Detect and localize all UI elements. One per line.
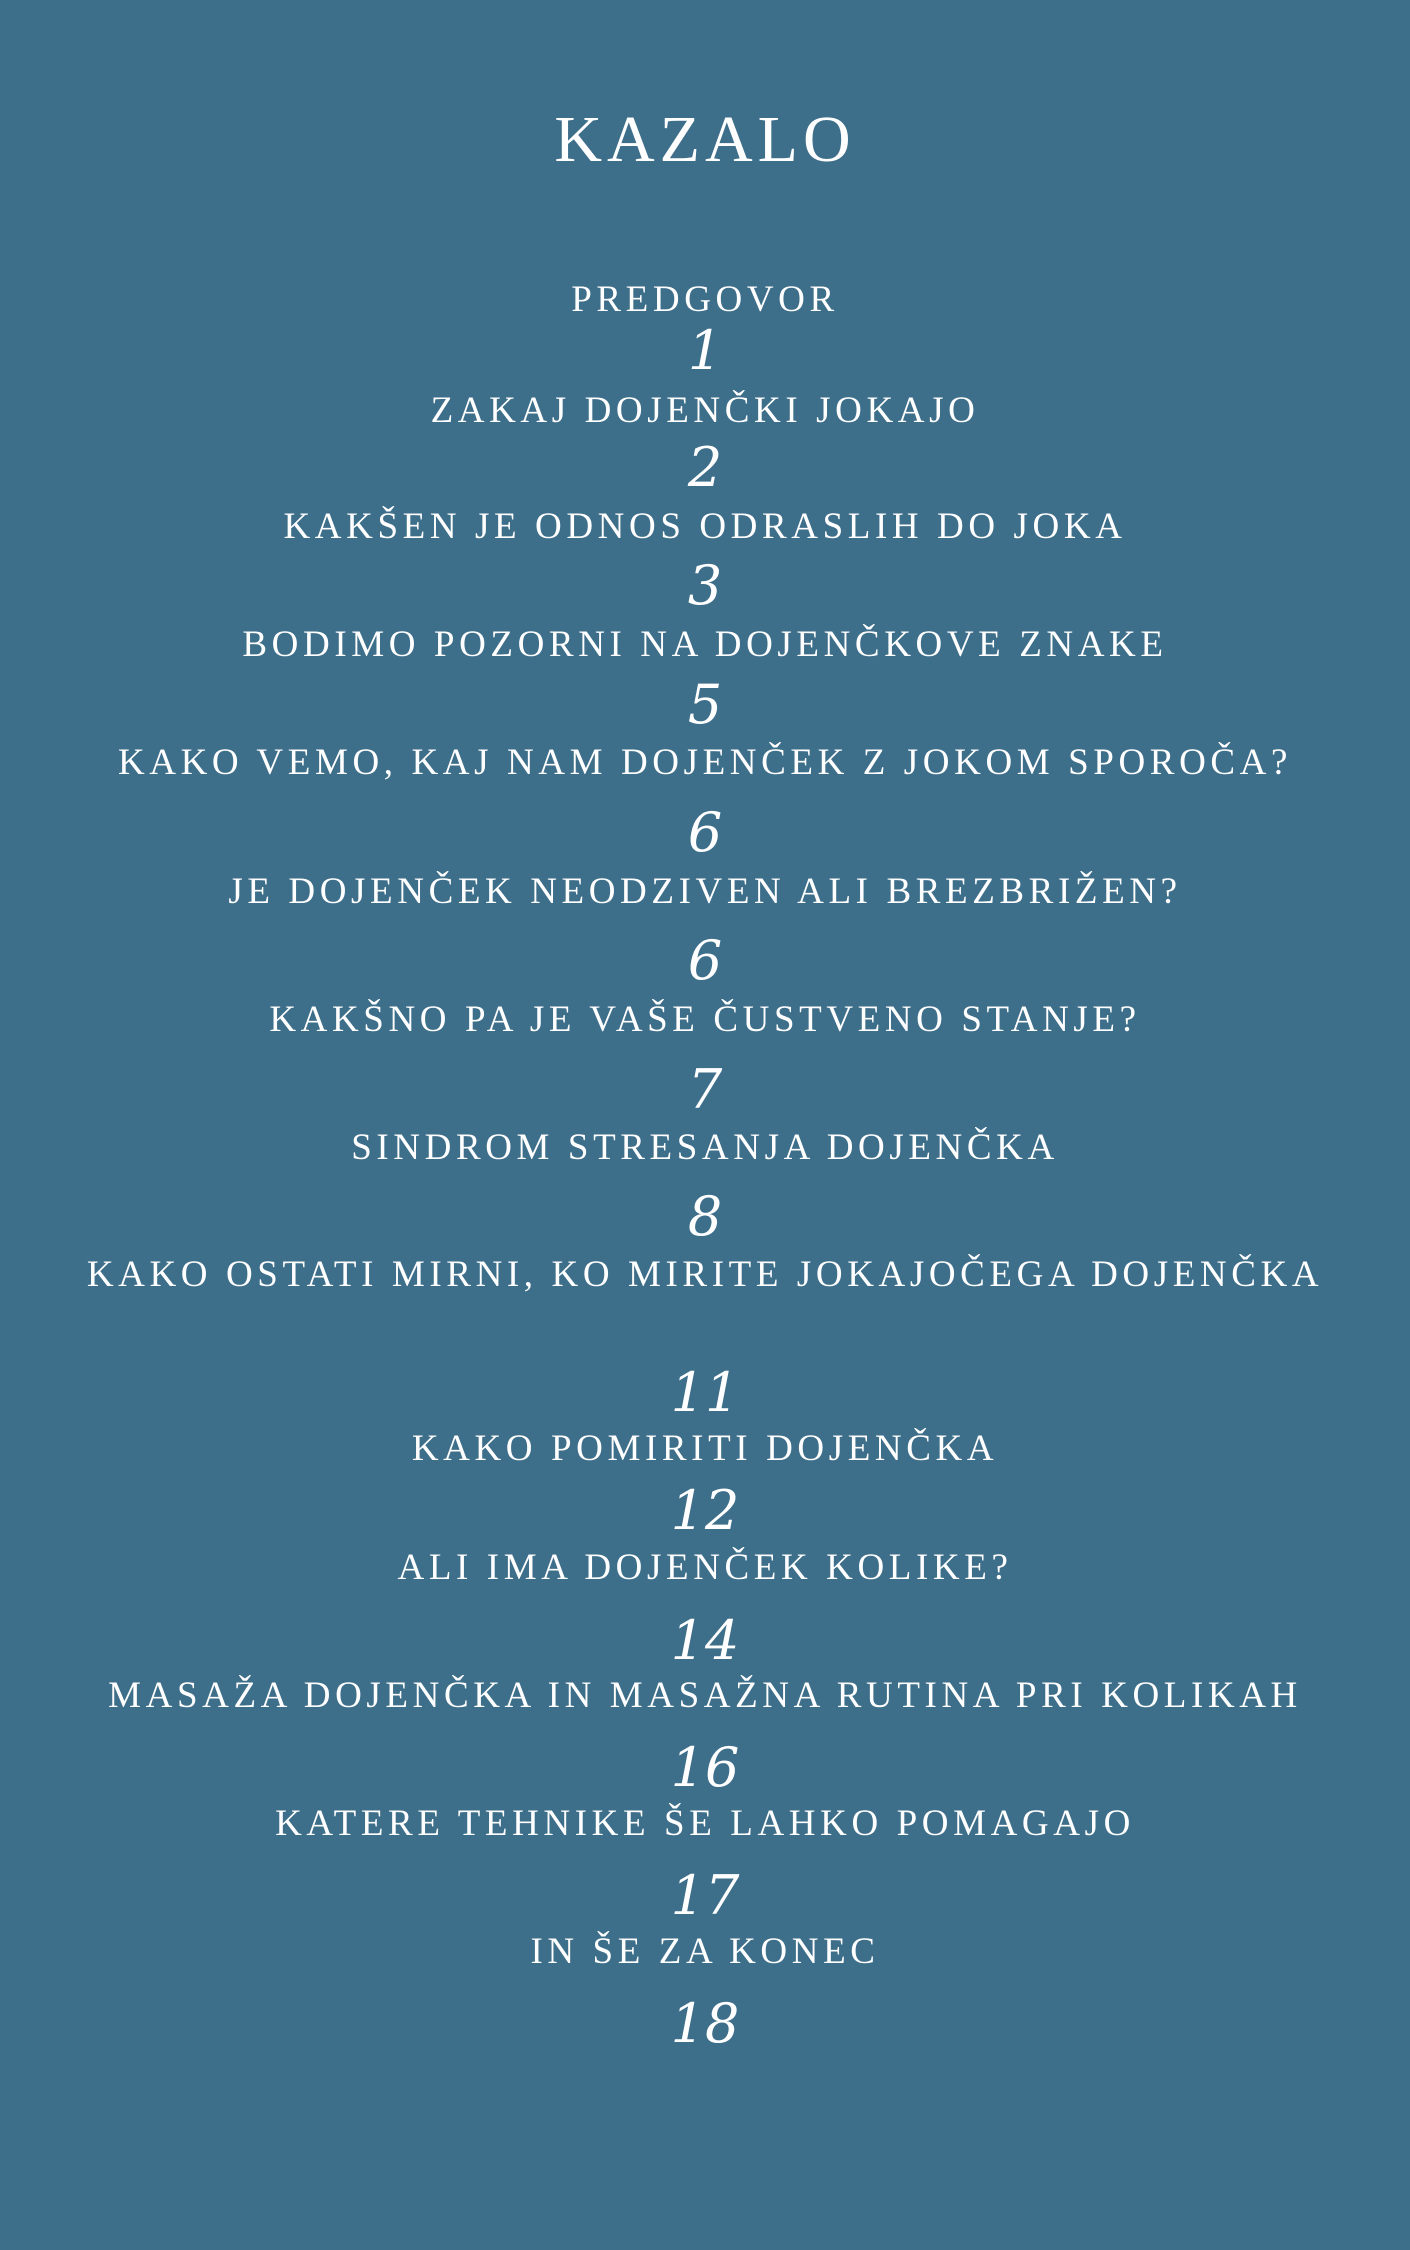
toc-entry-page: 7 bbox=[687, 1058, 723, 1121]
toc-entry-title: ALI IMA DOJENČEK KOLIKE? bbox=[397, 1547, 1013, 1588]
toc-entry-title: JE DOJENČEK NEODZIVEN ALI BREZBRIŽEN? bbox=[228, 871, 1182, 912]
page-title: KAZALO bbox=[554, 103, 856, 176]
toc-entry-title: PREDGOVOR bbox=[571, 279, 839, 320]
toc-entry-page: 1 bbox=[687, 319, 723, 382]
toc-entry-title: KATERE TEHNIKE ŠE LAHKO POMAGAJO bbox=[275, 1803, 1135, 1844]
toc-entry-page: 11 bbox=[670, 1361, 740, 1424]
toc-entry-page: 3 bbox=[687, 554, 723, 617]
toc-entry-title: KAKO POMIRITI DOJENČKA bbox=[411, 1428, 999, 1469]
toc-entry-page: 18 bbox=[670, 1992, 740, 2055]
toc-entry-page: 16 bbox=[670, 1736, 740, 1799]
toc-entry-title: KAKO VEMO, KAJ NAM DOJENČEK Z JOKOM SPOROČA? bbox=[117, 742, 1293, 783]
toc-entry-page: 17 bbox=[670, 1864, 740, 1927]
toc-entry-title: IN ŠE ZA KONEC bbox=[530, 1931, 880, 1972]
toc-entry-title: KAKŠNO PA JE VAŠE ČUSTVENO STANJE? bbox=[269, 999, 1141, 1040]
toc-entry-page: 12 bbox=[670, 1479, 740, 1542]
toc-entry-page: 6 bbox=[687, 801, 723, 864]
toc-entry-page: 8 bbox=[687, 1185, 723, 1248]
toc-entry-page: 2 bbox=[687, 436, 723, 499]
toc-entry-title: ZAKAJ DOJENČKI JOKAJO bbox=[430, 390, 980, 431]
toc-entry-page: 6 bbox=[687, 929, 723, 992]
toc-entry-title: MASAŽA DOJENČKA IN MASAŽNA RUTINA PRI KOLIKAH bbox=[108, 1675, 1302, 1716]
toc-entry-title: KAKŠEN JE ODNOS ODRASLIH DO JOKA bbox=[283, 506, 1127, 547]
toc-entry-title: BODIMO POZORNI NA DOJENČKOVE ZNAKE bbox=[242, 624, 1168, 665]
toc-entry-page: 14 bbox=[670, 1609, 740, 1672]
toc-entry-title: SINDROM STRESANJA DOJENČKA bbox=[351, 1127, 1059, 1168]
toc-entry-page: 5 bbox=[687, 673, 723, 736]
toc-entry-title: KAKO OSTATI MIRNI, KO MIRITE JOKAJOČEGA DOJENČKA bbox=[86, 1254, 1324, 1295]
